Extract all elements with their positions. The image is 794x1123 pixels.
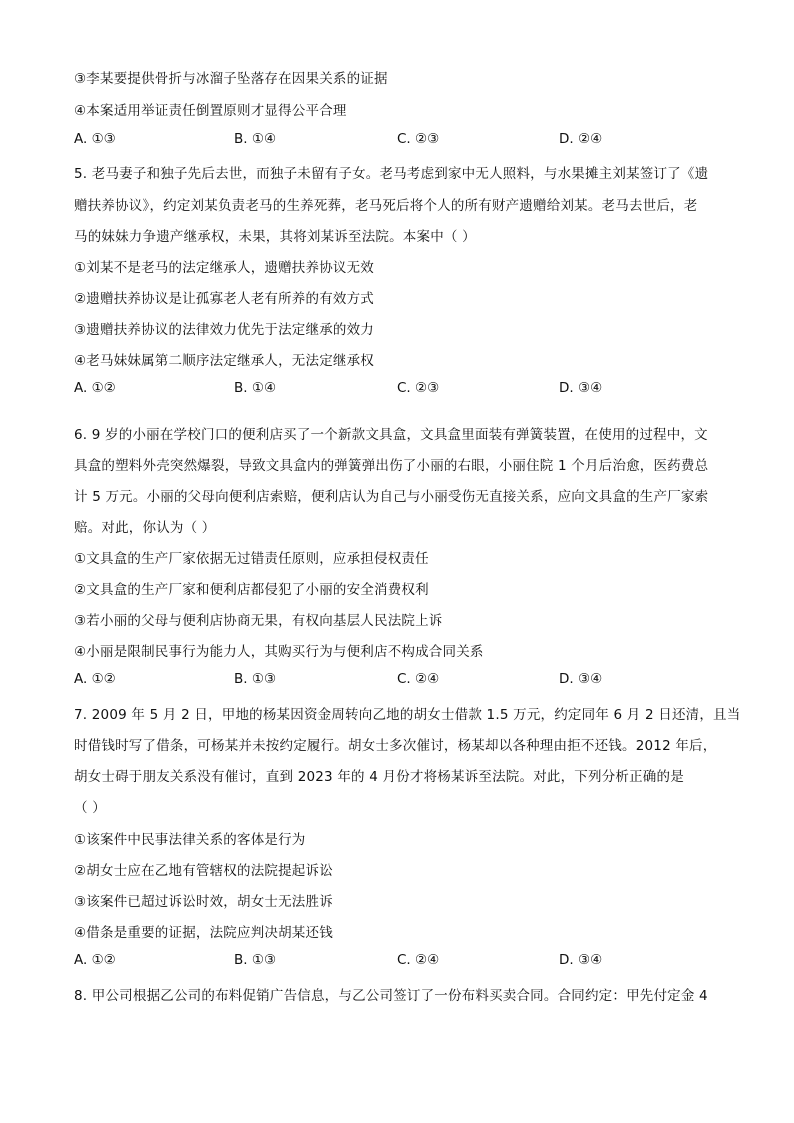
q6-statement-4: ④小丽是限制民事行为能力人，其购买行为与便利店不构成合同关系 — [74, 644, 484, 660]
q7-options — [74, 952, 714, 970]
q7-stem-line-3: 胡女士碍于朋友关系没有催讨，直到 2023 年的 4 月份才将杨某诉至法院。对此，下列分析正确的是 — [74, 769, 684, 785]
q4-option-b: B. ①④ — [234, 131, 277, 147]
q4-option-d: D. ②④ — [559, 131, 603, 147]
q6-stem-line-1: 6. 9 岁的小丽在学校门口的便利店买了一个新款文具盒，文具盒里面装有弹簧装置，在使用的过程中，文 — [74, 427, 708, 443]
q5-statement-1: ①刘某不是老马的法定继承人，遗赠扶养协议无效 — [74, 260, 375, 276]
q5-options — [74, 380, 714, 398]
q7-option-a: A. ①② — [74, 952, 116, 968]
q7-option-b: B. ①③ — [234, 952, 277, 968]
q4-options — [74, 131, 714, 149]
q7-statement-4: ④借条是重要的证据，法院应判决胡某还钱 — [74, 925, 333, 941]
q6-stem-line-2: 具盒的塑料外壳突然爆裂，导致文具盒内的弹簧弹出伤了小丽的右眼，小丽住院 1 个月后治愈，医药费总 — [74, 458, 709, 474]
q6-statement-2: ②文具盒的生产厂家和便利店都侵犯了小丽的安全消费权利 — [74, 582, 429, 598]
q6-options — [74, 671, 714, 689]
q7-stem-line-2: 时借钱时写了借条，可杨某并未按约定履行。胡女士多次催讨，杨某却以各种理由拒不还钱。2012 年后， — [74, 738, 717, 754]
q6-statement-3: ③若小丽的父母与便利店协商无果，有权向基层人民法院上诉 — [74, 613, 443, 629]
q6-option-b: B. ①③ — [234, 671, 277, 687]
q4-statement-4: ④本案适用举证责任倒置原则才显得公平合理 — [74, 103, 347, 119]
q8-stem-line-1: 8. 甲公司根据乙公司的布料促销广告信息，与乙公司签订了一份布料买卖合同。合同约定：甲先付定金 4 — [74, 988, 708, 1004]
q5-statement-3: ③遗赠扶养协议的法律效力优先于法定继承的效力 — [74, 322, 375, 338]
q7-option-d: D. ③④ — [559, 952, 603, 968]
q5-statement-4: ④老马妹妹属第二顺序法定继承人，无法定继承权 — [74, 353, 375, 369]
q7-option-c: C. ②④ — [397, 952, 440, 968]
q4-statement-3: ③李某要提供骨折与冰溜子坠落存在因果关系的证据 — [74, 71, 388, 87]
q5-stem-line-3: 马的妹妹力争遗产继承权，未果，其将刘某诉至法院。本案中（ ） — [74, 229, 476, 245]
q7-statement-3: ③该案件已超过诉讼时效，胡女士无法胜诉 — [74, 894, 333, 910]
q5-option-c: C. ②③ — [397, 380, 440, 396]
q6-stem-line-3: 计 5 万元。小丽的父母向便利店索赔，便利店认为自己与小丽受伤无直接关系，应向文具盒的生产厂家索 — [74, 489, 709, 505]
q5-statement-2: ②遗赠扶养协议是让孤寡老人老有所养的有效方式 — [74, 291, 375, 307]
q6-option-c: C. ②④ — [397, 671, 440, 687]
q5-option-a: A. ①② — [74, 380, 116, 396]
q6-statement-1: ①文具盒的生产厂家依据无过错责任原则，应承担侵权责任 — [74, 551, 429, 567]
q6-option-a: A. ①② — [74, 671, 116, 687]
q7-statement-1: ①该案件中民事法律关系的客体是行为 — [74, 832, 306, 848]
q5-option-d: D. ③④ — [559, 380, 603, 396]
q7-statement-2: ②胡女士应在乙地有管辖权的法院提起诉讼 — [74, 863, 333, 879]
q5-stem-line-1: 5. 老马妻子和独子先后去世，而独子未留有子女。老马考虑到家中无人照料，与水果摊主刘某签订了《遗 — [74, 166, 709, 182]
q7-stem-line-1: 7. 2009 年 5 月 2 日，甲地的杨某因资金周转向乙地的胡女士借款 1.5 万元，约定同年 6 月 2 日还清，且当 — [74, 707, 741, 723]
q6-option-d: D. ③④ — [559, 671, 603, 687]
q5-stem-line-2: 赠扶养协议》，约定刘某负责老马的生养死葬，老马死后将个人的所有财产遗赠给刘某。老马去世后，老 — [74, 198, 698, 214]
q7-stem-line-4: （ ） — [74, 800, 106, 816]
q4-option-c: C. ②③ — [397, 131, 440, 147]
q5-option-b: B. ①④ — [234, 380, 277, 396]
q6-stem-line-4: 赔。对此，你认为（ ） — [74, 520, 216, 536]
q4-option-a: A. ①③ — [74, 131, 116, 147]
